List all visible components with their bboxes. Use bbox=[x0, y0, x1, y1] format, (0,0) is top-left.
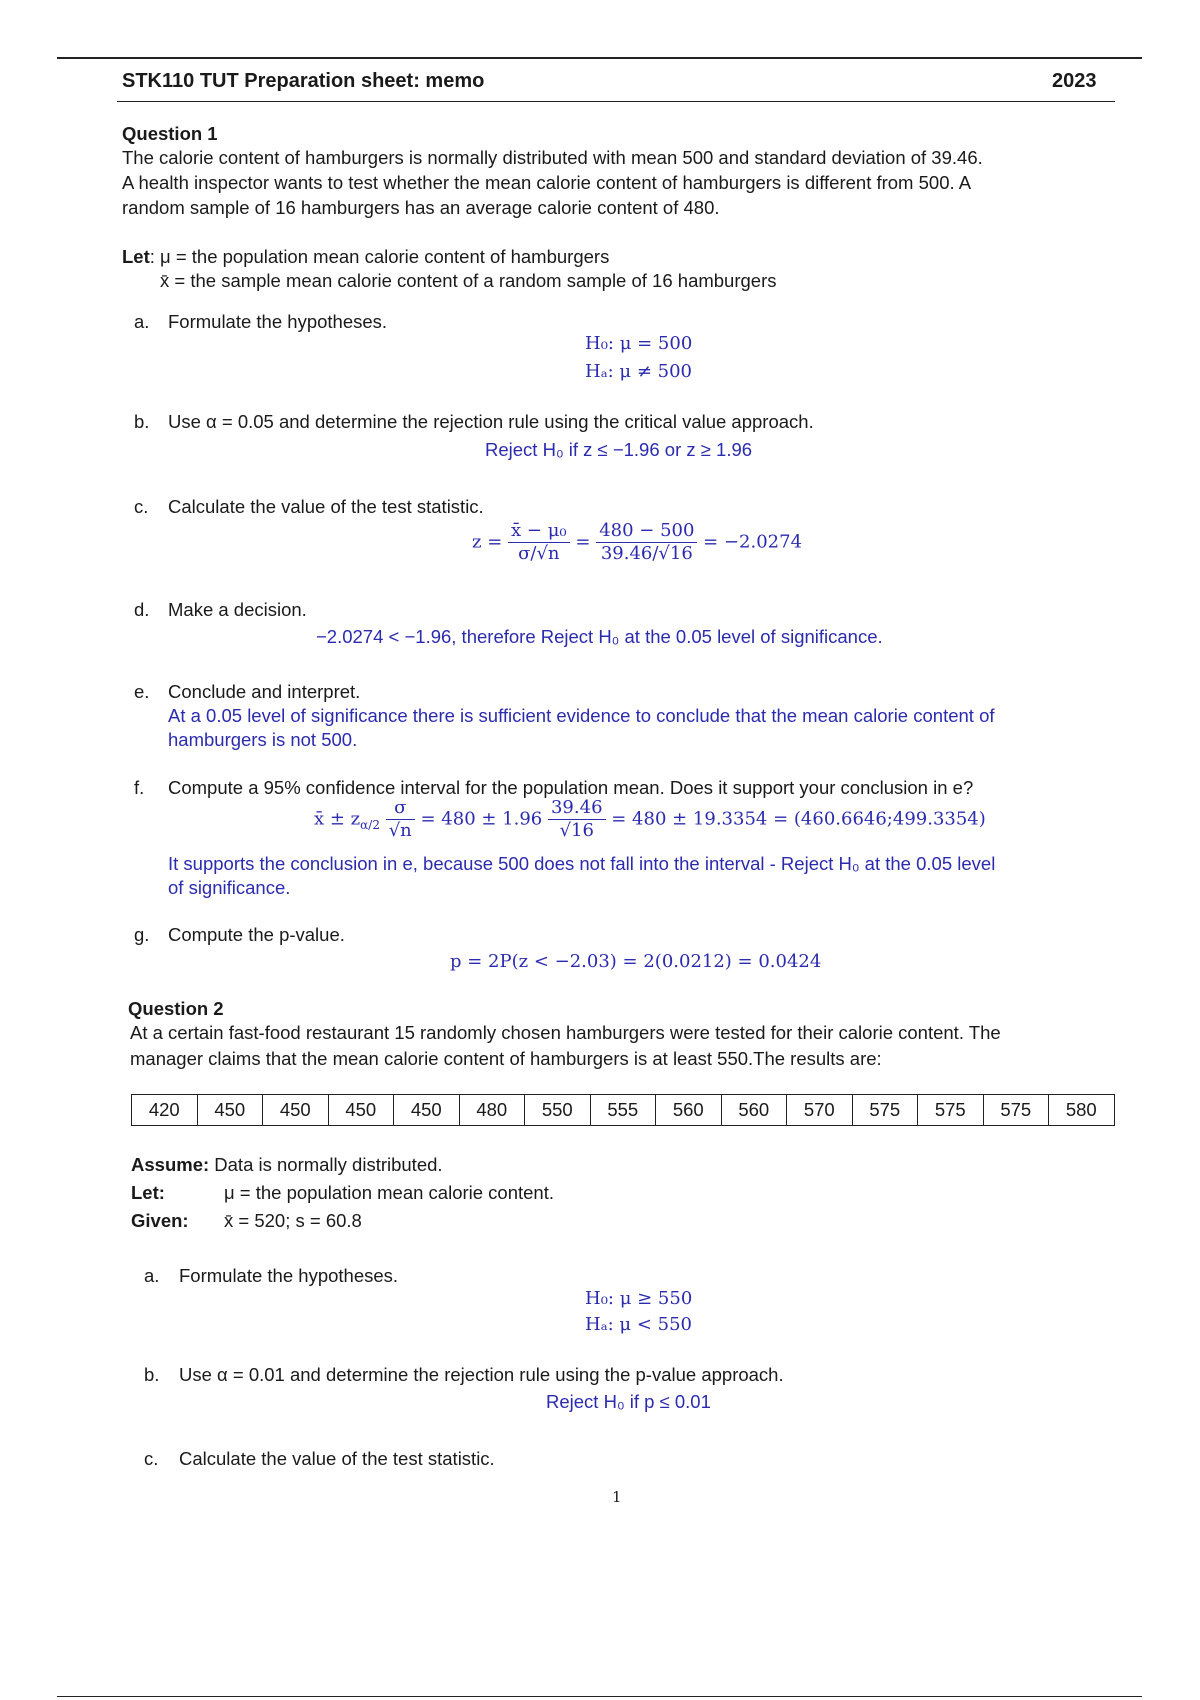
q1f-formula bbox=[314, 797, 986, 842]
q1d-answer: −2.0274 < −1.96, therefore Reject H₀ at the 0.05 level of significance. bbox=[316, 626, 883, 647]
data-cell: 575 bbox=[983, 1095, 1049, 1126]
data-cell: 450 bbox=[263, 1095, 329, 1126]
q2a-h0: H₀: μ ≥ 550 bbox=[585, 1288, 693, 1309]
q1f-fraction-2 bbox=[548, 797, 606, 842]
q1f-letter: f. bbox=[134, 777, 145, 798]
q2c-letter: c. bbox=[144, 1448, 159, 1469]
q1c-fraction-2 bbox=[596, 520, 697, 565]
q2b-answer: Reject H₀ if p ≤ 0.01 bbox=[546, 1391, 711, 1412]
q1d-letter: d. bbox=[134, 599, 150, 620]
q1a-letter: a. bbox=[134, 311, 150, 332]
data-cell: 570 bbox=[787, 1095, 853, 1126]
q1e-answer-line-1: At a 0.05 level of significance there is sufficient evidence to conclude that the mean calorie content of bbox=[168, 705, 995, 726]
q1b-text: Use α = 0.05 and determine the rejection rule using the critical value approach. bbox=[168, 411, 814, 432]
q2-assume-text: Data is normally distributed. bbox=[214, 1154, 443, 1175]
document-title: STK110 TUT Preparation sheet: memo bbox=[122, 70, 485, 92]
q1f-answer-line-1: It supports the conclusion in e, because 500 does not fall into the interval - Reject H₀ at the 0.05 level bbox=[168, 853, 996, 874]
q1f-sub: α/2 bbox=[360, 818, 380, 833]
q2c-text: Calculate the value of the test statistic. bbox=[179, 1448, 495, 1469]
q2-assume bbox=[131, 1152, 443, 1177]
q1c-den-2: 39.46/√16 bbox=[600, 543, 693, 564]
q1b-letter: b. bbox=[134, 411, 150, 432]
q1-let-label: Let bbox=[122, 246, 150, 267]
q1a-ha: Hₐ: μ ≠ 500 bbox=[585, 361, 693, 382]
q1c-equals: = bbox=[575, 531, 591, 553]
q1f-mid: = 480 ± 1.96 bbox=[420, 808, 543, 830]
q1e-letter: e. bbox=[134, 681, 150, 702]
q1f-lhs: x̄ ± z bbox=[314, 808, 361, 830]
q1b-answer: Reject H₀ if z ≤ −1.96 or z ≥ 1.96 bbox=[485, 439, 753, 460]
q2a-letter: a. bbox=[144, 1265, 160, 1286]
q1f-num-1: σ bbox=[386, 797, 415, 820]
data-cell: 450 bbox=[394, 1095, 460, 1126]
data-cell: 560 bbox=[721, 1095, 787, 1126]
q2-given-text: x̄ = 520; s = 60.8 bbox=[224, 1210, 362, 1231]
data-cell: 575 bbox=[918, 1095, 984, 1126]
q2-let-label: Let: bbox=[131, 1182, 165, 1203]
q1c-formula bbox=[472, 520, 802, 565]
q1-intro-line-1: The calorie content of hamburgers is normally distributed with mean 500 and standard deviation of 39.46. bbox=[122, 147, 983, 168]
data-cell: 480 bbox=[459, 1095, 525, 1126]
q1c-num-2: 480 − 500 bbox=[596, 520, 697, 543]
q1c-letter: c. bbox=[134, 496, 149, 517]
q1c-z: z = bbox=[472, 531, 503, 553]
q1c-text: Calculate the value of the test statistic. bbox=[168, 496, 484, 517]
page-number: 1 bbox=[612, 1488, 622, 1506]
data-cell: 560 bbox=[656, 1095, 722, 1126]
q1-let-xbar: x̄ = the sample mean calorie content of a random sample of 16 hamburgers bbox=[160, 270, 777, 291]
q1-heading: Question 1 bbox=[122, 123, 218, 144]
q2-let-text: μ = the population mean calorie content. bbox=[224, 1182, 555, 1203]
q1-intro-line-3: random sample of 16 hamburgers has an average calorie content of 480. bbox=[122, 197, 720, 218]
q1g-answer: p = 2P(z < −2.03) = 2(0.0212) = 0.0424 bbox=[450, 951, 822, 972]
q1c-den-1: σ/√n bbox=[518, 543, 560, 564]
data-cell: 575 bbox=[852, 1095, 918, 1126]
q2b-text: Use α = 0.01 and determine the rejection rule using the p-value approach. bbox=[179, 1364, 784, 1385]
data-cell: 580 bbox=[1049, 1095, 1115, 1126]
q1f-answer-line-2: of significance. bbox=[168, 877, 291, 898]
q1f-fraction-1 bbox=[386, 797, 415, 842]
bottom-rule bbox=[57, 1696, 1142, 1697]
data-cell: 450 bbox=[197, 1095, 263, 1126]
q1-intro-line-2: A health inspector wants to test whether the mean calorie content of hamburgers is different from 500. A bbox=[122, 172, 972, 193]
data-cell: 555 bbox=[590, 1095, 656, 1126]
q2a-ha: Hₐ: μ < 550 bbox=[585, 1314, 693, 1335]
q1c-num-1: x̄ − μ₀ bbox=[508, 520, 570, 543]
q2-given-label: Given: bbox=[131, 1210, 189, 1231]
q1-let-mu-text: μ = the population mean calorie content of hamburgers bbox=[160, 246, 610, 267]
q1f-den-2: √16 bbox=[559, 820, 594, 841]
q1c-fraction-1 bbox=[508, 520, 570, 565]
q1d-text: Make a decision. bbox=[168, 599, 307, 620]
q1f-den-1: √n bbox=[388, 820, 412, 841]
q1f-text: Compute a 95% confidence interval for the population mean. Does it support your conclusion in e? bbox=[168, 777, 974, 798]
q2-intro-line-1: At a certain fast-food restaurant 15 randomly chosen hamburgers were tested for their calorie content. The bbox=[130, 1022, 1001, 1043]
q1a-h0: H₀: μ = 500 bbox=[585, 333, 693, 354]
q2-data-table bbox=[131, 1094, 1115, 1126]
q1g-letter: g. bbox=[134, 924, 150, 945]
q1a-text: Formulate the hypotheses. bbox=[168, 311, 388, 332]
q2b-letter: b. bbox=[144, 1364, 160, 1385]
q2-data-row bbox=[132, 1095, 1115, 1126]
document-year: 2023 bbox=[1052, 70, 1097, 92]
q1-let-mu: Let: μ = the population mean calorie content of hamburgers bbox=[122, 246, 610, 267]
q2-intro-line-2: manager claims that the mean calorie content of hamburgers is at least 550.The results are: bbox=[130, 1048, 882, 1069]
data-cell: 450 bbox=[328, 1095, 394, 1126]
data-cell: 420 bbox=[132, 1095, 198, 1126]
q2-assume-label: Assume: bbox=[131, 1154, 210, 1175]
data-cell: 550 bbox=[525, 1095, 591, 1126]
top-rule bbox=[57, 57, 1142, 59]
q2-heading: Question 2 bbox=[128, 998, 224, 1019]
header-underline bbox=[117, 101, 1115, 102]
q1e-answer-line-2: hamburgers is not 500. bbox=[168, 729, 358, 750]
q1c-result: = −2.0274 bbox=[703, 531, 803, 553]
q2a-text: Formulate the hypotheses. bbox=[179, 1265, 399, 1286]
q1e-text: Conclude and interpret. bbox=[168, 681, 361, 702]
q1g-text: Compute the p-value. bbox=[168, 924, 345, 945]
q1f-result: = 480 ± 19.3354 = (460.6646;499.3354) bbox=[611, 808, 986, 830]
q1f-num-2: 39.46 bbox=[548, 797, 606, 820]
